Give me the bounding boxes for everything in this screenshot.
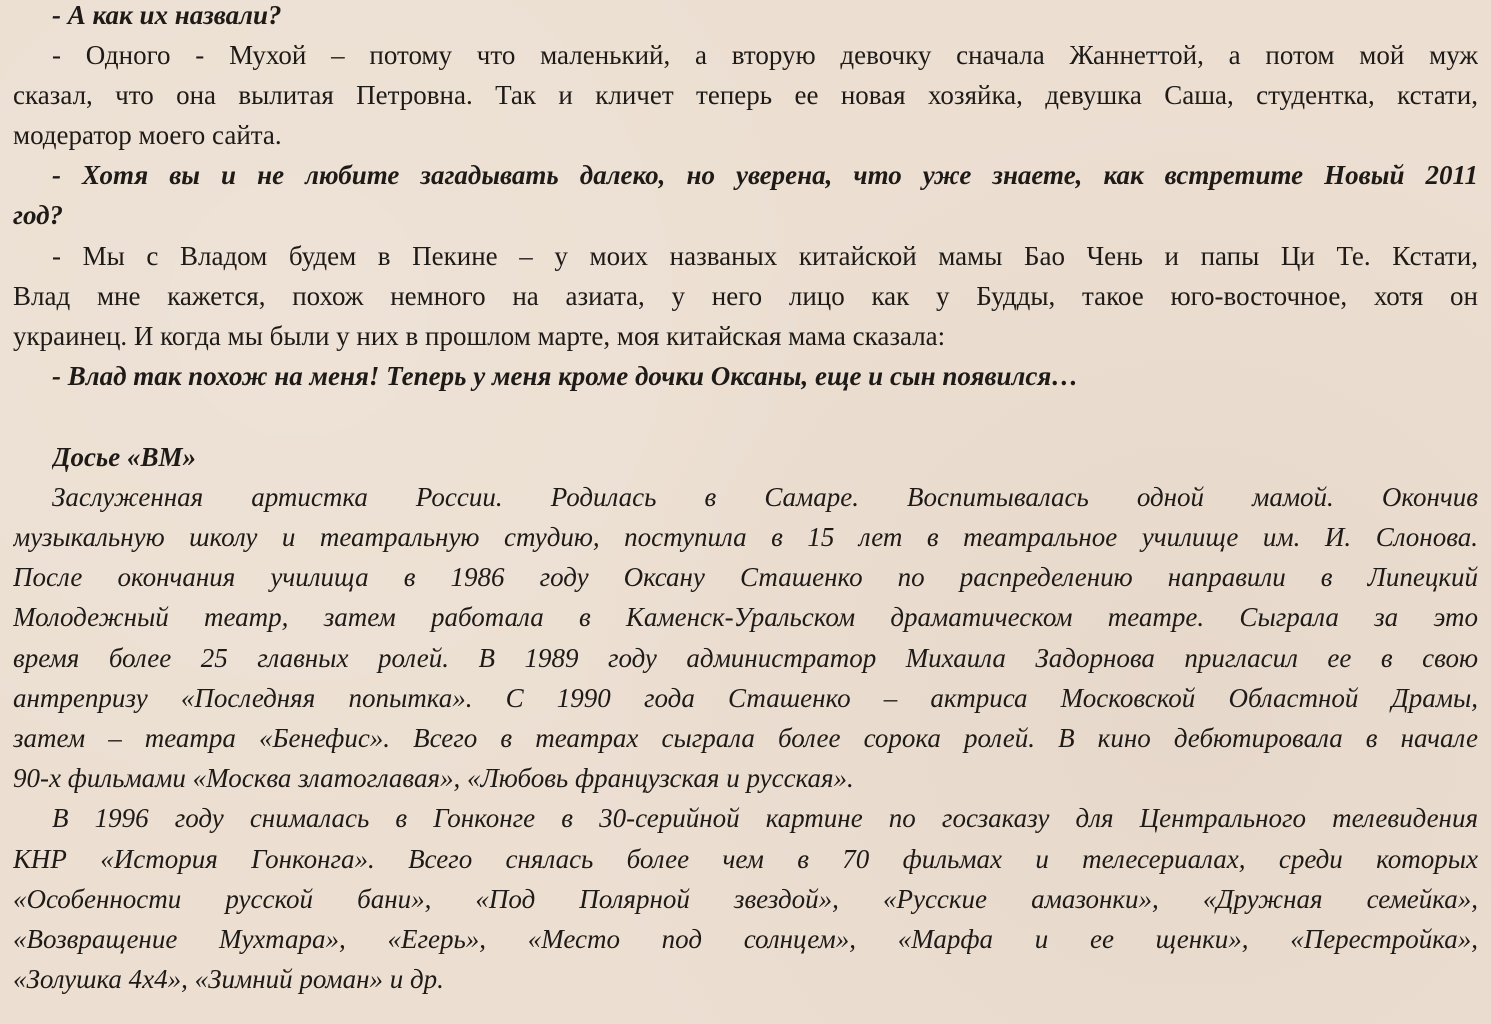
dossier-paragraph-line: музыкальную школу и театральную студию, поступила в 15 лет в театральное училище им. И. Слонова. — [13, 522, 1478, 552]
dossier-paragraph-line: Молодежный театр, затем работала в Каменск-Уральском драматическом театре. Сыграла за это — [13, 602, 1478, 632]
dossier-paragraph-line: 90-х фильмами «Москва златоглавая», «Любовь французская и русская». — [13, 763, 854, 793]
interview-question: - Хотя вы и не любите загадывать далеко, но уверена, что уже знаете, как встретите Новый 2011 — [52, 160, 1478, 190]
dossier-paragraph-line: «Возвращение Мухтара», «Егерь», «Место под солнцем», «Марфа и ее щенки», «Перестройка», — [13, 924, 1478, 954]
interview-question: - А как их назвали? — [52, 0, 282, 30]
interview-answer-line: - Мы с Владом будем в Пекине – у моих названых китайской мамы Бао Чень и папы Ци Те. Кстати, — [52, 241, 1478, 271]
dossier-paragraph-line: время более 25 главных ролей. В 1989 году администратор Михаила Задорнова пригласил ее в свою — [13, 643, 1478, 673]
dossier-paragraph-line: После окончания училища в 1986 году Оксану Сташенко по распределению направили в Липецкий — [13, 562, 1478, 592]
interview-answer-line: Влад мне кажется, похож немного на азиата, у него лицо как у Будды, такое юго-восточное, хотя он — [13, 281, 1478, 311]
interview-answer-line: модератор моего сайта. — [13, 120, 282, 150]
dossier-paragraph-line: затем – театра «Бенефис». Всего в театрах сыграла более сорока ролей. В кино дебютировала в начале — [13, 723, 1478, 753]
dossier-paragraph-line: «Золушка 4x4», «Зимний роман» и др. — [13, 964, 444, 994]
interview-question: год? — [13, 200, 64, 230]
interview-answer-line: украинец. И когда мы были у них в прошлом марте, моя китайская мама сказала: — [13, 321, 946, 351]
interview-quote: - Влад так похож на меня! Теперь у меня кроме дочки Оксаны, еще и сын появился… — [52, 361, 1079, 391]
dossier-paragraph-line: КНР «История Гонконга». Всего снялась более чем в 70 фильмах и телесериалах, среди которых — [13, 844, 1478, 874]
interview-answer-line: сказал, что она вылитая Петровна. Так и кличет теперь ее новая хозяйка, девушка Саша, студентка, кстати, — [13, 80, 1478, 110]
dossier-paragraph-line: Заслуженная артистка России. Родилась в Самаре. Воспитывалась одной мамой. Окончив — [52, 482, 1478, 512]
dossier-paragraph-line: «Особенности русской бани», «Под Полярной звездой», «Русские амазонки», «Дружная семейка», — [13, 884, 1478, 914]
dossier-paragraph-line: антрепризу «Последняя попытка». С 1990 года Сташенко – актриса Московской Областной Драмы, — [13, 683, 1478, 713]
dossier-heading: Досье «ВМ» — [52, 442, 197, 472]
interview-answer-line: - Одного - Мухой – потому что маленький, а вторую девочку сначала Жаннеттой, а потом мой муж — [52, 40, 1478, 70]
dossier-paragraph-line: В 1996 году снималась в Гонконге в 30-серийной картине по госзаказу для Центрального телевидения — [52, 803, 1478, 833]
